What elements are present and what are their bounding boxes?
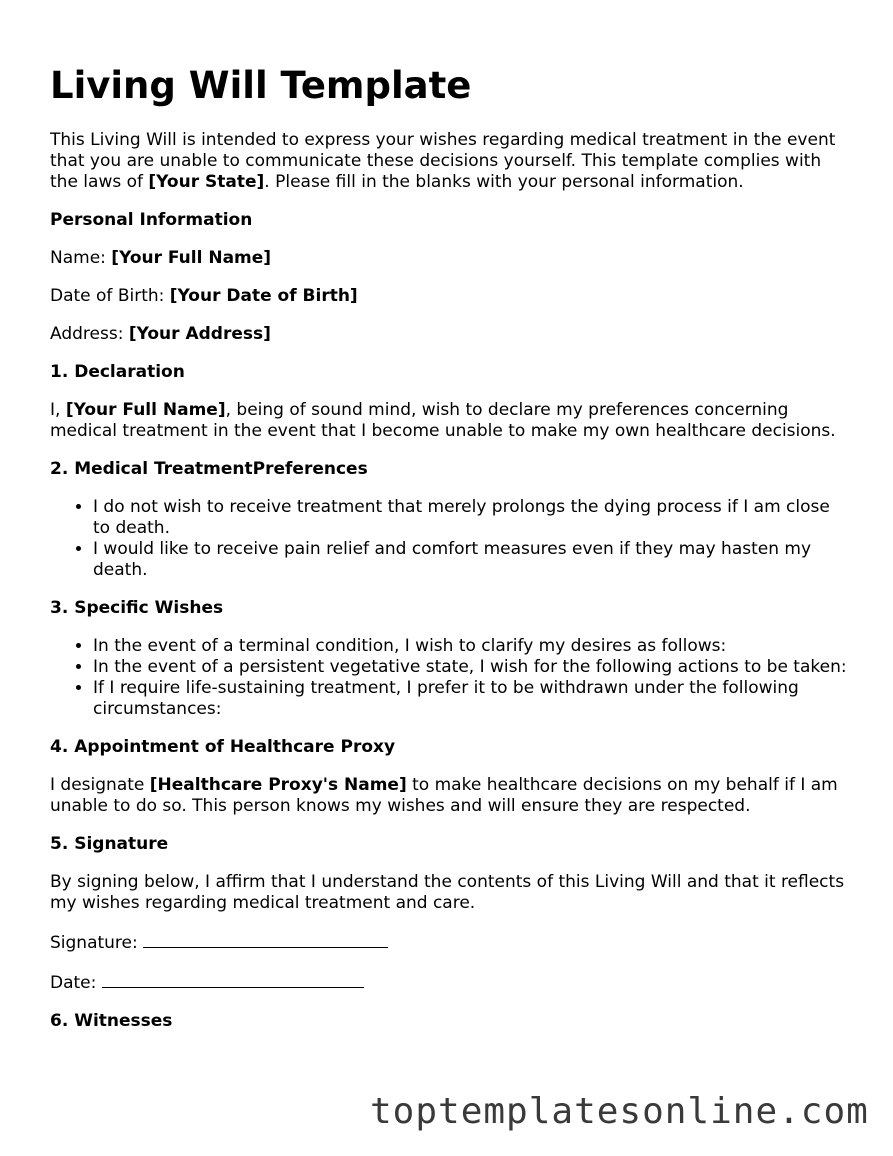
proxy-prefix: I designate — [50, 775, 150, 795]
signature-paragraph: By signing below, I affirm that I understand the contents of this Living Will and that it reflects my wishes regarding medical treatment and care. — [50, 872, 845, 913]
watermark-text: toptemplatesonline.com — [370, 1091, 869, 1132]
proxy-heading: 4. Appointment of Healthcare Proxy — [50, 737, 396, 757]
intro-text-1: This Living Will is intended to express your wishes regarding medical treatment in the event that you are unable to communicate these decisions yourself. This template complies with the laws of — [50, 130, 836, 192]
dob-placeholder: [Your Date of Birth] — [169, 286, 358, 306]
signature-heading: 5. Signature — [50, 834, 169, 854]
wishes-list — [50, 636, 850, 720]
declaration-paragraph — [50, 400, 850, 442]
list-item: • In the event of a terminal condition, I wish to clarify my desires as follows: — [93, 636, 850, 657]
name-label: Name: — [50, 248, 112, 268]
address-placeholder: [Your Address] — [128, 324, 271, 344]
signature-field-line — [50, 931, 850, 954]
date-field-line — [50, 971, 850, 994]
intro-paragraph — [50, 130, 850, 193]
wishes-heading: 3. Specific Wishes — [50, 598, 224, 618]
intro-text-2: . Please fill in the blanks with your personal information. — [264, 172, 744, 192]
name-placeholder: [Your Full Name] — [111, 248, 272, 268]
list-item: • If I require life-sustaining treatment, I prefer it to be withdrawn under the following circumstances: — [93, 678, 850, 720]
name-line — [50, 248, 850, 269]
declaration-prefix: I, — [50, 400, 66, 420]
dob-line — [50, 286, 850, 307]
date-blank[interactable] — [102, 971, 364, 988]
dob-label: Date of Birth: — [50, 286, 170, 306]
list-item: • I do not wish to receive treatment that merely prolongs the dying process if I am close to death. — [93, 497, 850, 539]
date-label: Date: — [50, 973, 102, 993]
declaration-name-placeholder: [Your Full Name] — [65, 400, 226, 420]
list-item: • I would like to receive pain relief and comfort measures even if they may hasten my death. — [93, 539, 850, 581]
preferences-heading: 2. Medical TreatmentPreferences — [50, 459, 368, 479]
address-line — [50, 324, 850, 345]
witnesses-heading: 6. Witnesses — [50, 1011, 173, 1031]
signature-label: Signature: — [50, 933, 144, 953]
proxy-name-placeholder: [Healthcare Proxy's Name] — [149, 775, 407, 795]
document-page — [50, 64, 850, 1049]
state-placeholder: [Your State] — [148, 172, 265, 192]
declaration-text: , being of sound mind, wish to declare my preferences concerning medical treatment in the event that I become unable to make my own healthcare decisions. — [50, 400, 836, 441]
list-item: • In the event of a persistent vegetative state, I wish for the following actions to be taken: — [93, 657, 850, 678]
address-label: Address: — [50, 324, 129, 344]
preferences-list — [50, 497, 850, 581]
proxy-paragraph — [50, 775, 850, 817]
personal-info-heading: Personal Information — [50, 210, 253, 230]
declaration-heading: 1. Declaration — [50, 362, 185, 382]
signature-blank[interactable] — [143, 931, 388, 948]
document-title: Living Will Template — [50, 64, 472, 107]
proxy-text: to make healthcare decisions on my behalf if I am unable to do so. This person knows my wishes and will ensure they are respected. — [50, 775, 838, 816]
